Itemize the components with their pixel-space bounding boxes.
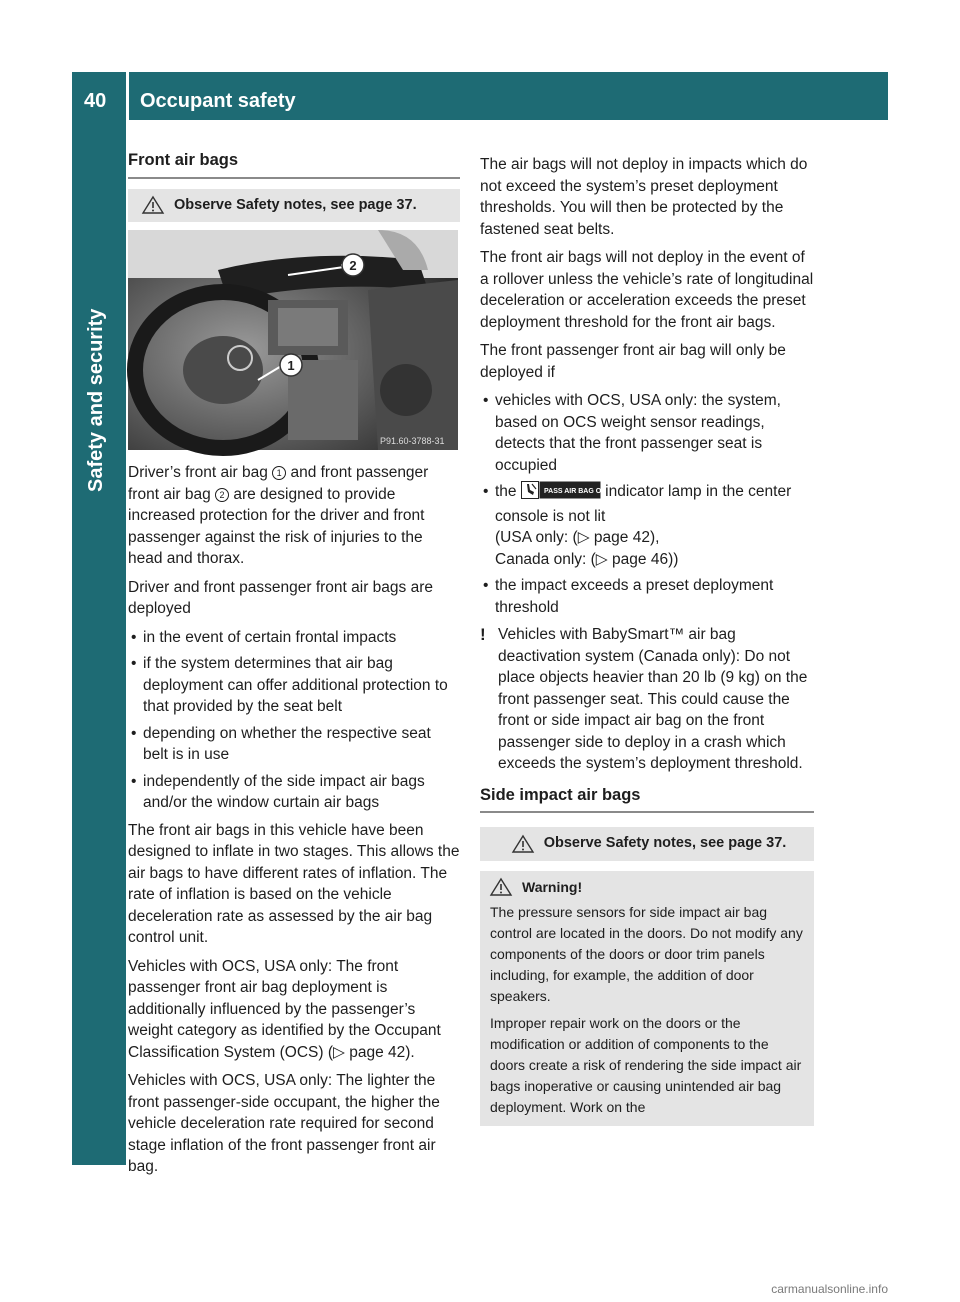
- paragraph-two-stages: The front air bags in this vehicle have been designed to inflate in two stages. This allows the air bags to have different rates of inflation. The rate of inflation is based on the vehicle deceleration rate as assessed by the air bag control unit.: [128, 821, 460, 946]
- paragraph-deployed-if: The front passenger front air bag will only be deployed if: [480, 342, 786, 381]
- list-item: • vehicles with OCS, USA only: the system, based on OCS weight sensor readings, detects that the front passenger seat is occupied: [480, 390, 814, 476]
- text-fragment: indicator lamp in the center console is not lit: [495, 483, 792, 525]
- page-title: Occupant safety: [140, 90, 296, 112]
- warning-triangle-icon: [490, 878, 512, 896]
- warning-triangle-icon: [512, 835, 534, 853]
- list-item: • in the event of certain frontal impacts: [128, 627, 460, 649]
- paragraph-front-air-bags-intro: [128, 462, 460, 570]
- warning-title-text: Warning!: [522, 878, 583, 895]
- page-number: 40: [84, 90, 107, 112]
- list-item: • if the system determines that air bag deployment can offer additional protection to that provided by the seat belt: [128, 653, 460, 718]
- list-item: • independently of the side impact air bags and/or the window curtain air bags: [128, 771, 460, 814]
- pass-air-bag-off-label-icon: [539, 481, 610, 499]
- text-fragment: Driver’s front air bag: [128, 464, 273, 481]
- list-item: • depending on whether the respective seat belt is in use: [128, 723, 460, 766]
- side-tab: [72, 120, 126, 1165]
- right-column: [480, 154, 814, 1126]
- footer-site[interactable]: carmanualsonline.info: [771, 1282, 888, 1296]
- safety-note: [128, 189, 460, 223]
- header-divider: [126, 72, 129, 120]
- text-fragment: (USA only: (▷ page 42),: [495, 529, 660, 546]
- paragraph-ocs-lighter: Vehicles with OCS, USA only: The lighter the front passenger-side occupant, the higher the vehicle deceleration rate required for second stage inflation of the front passenger front air bag.: [128, 1072, 440, 1175]
- side-tab-label: Safety and security: [85, 308, 107, 492]
- safety-note-text: Observe Safety notes, see page 37.: [174, 196, 417, 213]
- callout-1: 1: [287, 358, 295, 373]
- paragraph-deployed: Driver and front passenger front air bags are deployed: [128, 578, 433, 617]
- photo-label: P91.60-3788-31: [380, 436, 445, 446]
- warning-triangle-icon: [142, 196, 164, 214]
- text-fragment: Canada only: (▷ page 46)): [495, 550, 679, 568]
- list-item: • the impact exceeds a preset deployment threshold: [480, 575, 814, 618]
- circled-number-1: 1: [272, 466, 286, 480]
- circled-number-2: 2: [215, 488, 229, 502]
- section-title-side-impact: Side impact air bags: [480, 785, 814, 814]
- warning-paragraph: The pressure sensors for side impact air bag control are located in the doors. Do not modify any components of the doors or door trim panels including, for example, the addition of door speakers.: [490, 903, 803, 1004]
- warning-title: [490, 877, 804, 898]
- text-fragment: are designed to provide increased protection for the driver and front passenger against the risk of injuries to the head and thorax.: [128, 485, 425, 567]
- text-fragment: and front passenger front air bag: [128, 464, 429, 503]
- text-fragment: the: [495, 483, 521, 500]
- exclamation-icon: !: [480, 625, 486, 644]
- paragraph-rollover: The front air bags will not deploy in the event of a rollover unless the vehicle’s rate of longitudinal deceleration or acceleration exceeds the preset deployment threshold for the front air bags.: [480, 249, 814, 331]
- section-title-front-air-bags: Front air bags: [128, 150, 460, 179]
- caution-note-text: Vehicles with BabySmart™ air bag deactivation system (Canada only): Do not place objects heavier than 20 lb (9 kg) on the front passenger seat. This could cause the front or side impact air bag on the front passenger side to deploy in a crash which exceeds the system’s deployment threshold.: [498, 626, 808, 772]
- callout-2: 2: [349, 258, 357, 273]
- dashboard-photo: [128, 230, 458, 450]
- dashboard-illustration: [128, 230, 458, 450]
- pass-air-bag-off-lamp: [521, 481, 610, 506]
- seat-airbag-off-icon: [521, 481, 539, 499]
- safety-note: [480, 827, 814, 861]
- lamp-text: PASS AIR BAG OFF: [543, 488, 610, 495]
- conditions-bullets: [480, 390, 814, 618]
- warning-paragraph: Improper repair work on the doors or the modification or addition of components to the doors create a risk of rendering the side impact air bags inoperative or causing unintended air bag deployment. Work on the: [490, 1014, 802, 1115]
- safety-note-text: Observe Safety notes, see page 37.: [543, 835, 787, 851]
- paragraph-ocs-weight: Vehicles with OCS, USA only: The front passenger front air bag deployment is additionally influenced by the passenger’s weight category as identified by the Occupant Classification System (OCS) (▷ page 42).: [128, 957, 441, 1061]
- caution-note: [480, 624, 814, 775]
- warning-box: [480, 871, 814, 1126]
- paragraph-thresholds: The air bags will not deploy in impacts which do not exceed the system’s preset deployment thresholds. You will then be protected by the fastened seat belts.: [480, 156, 808, 238]
- deployment-bullets: [128, 627, 460, 814]
- list-item: [480, 481, 814, 570]
- left-column: [128, 150, 460, 1185]
